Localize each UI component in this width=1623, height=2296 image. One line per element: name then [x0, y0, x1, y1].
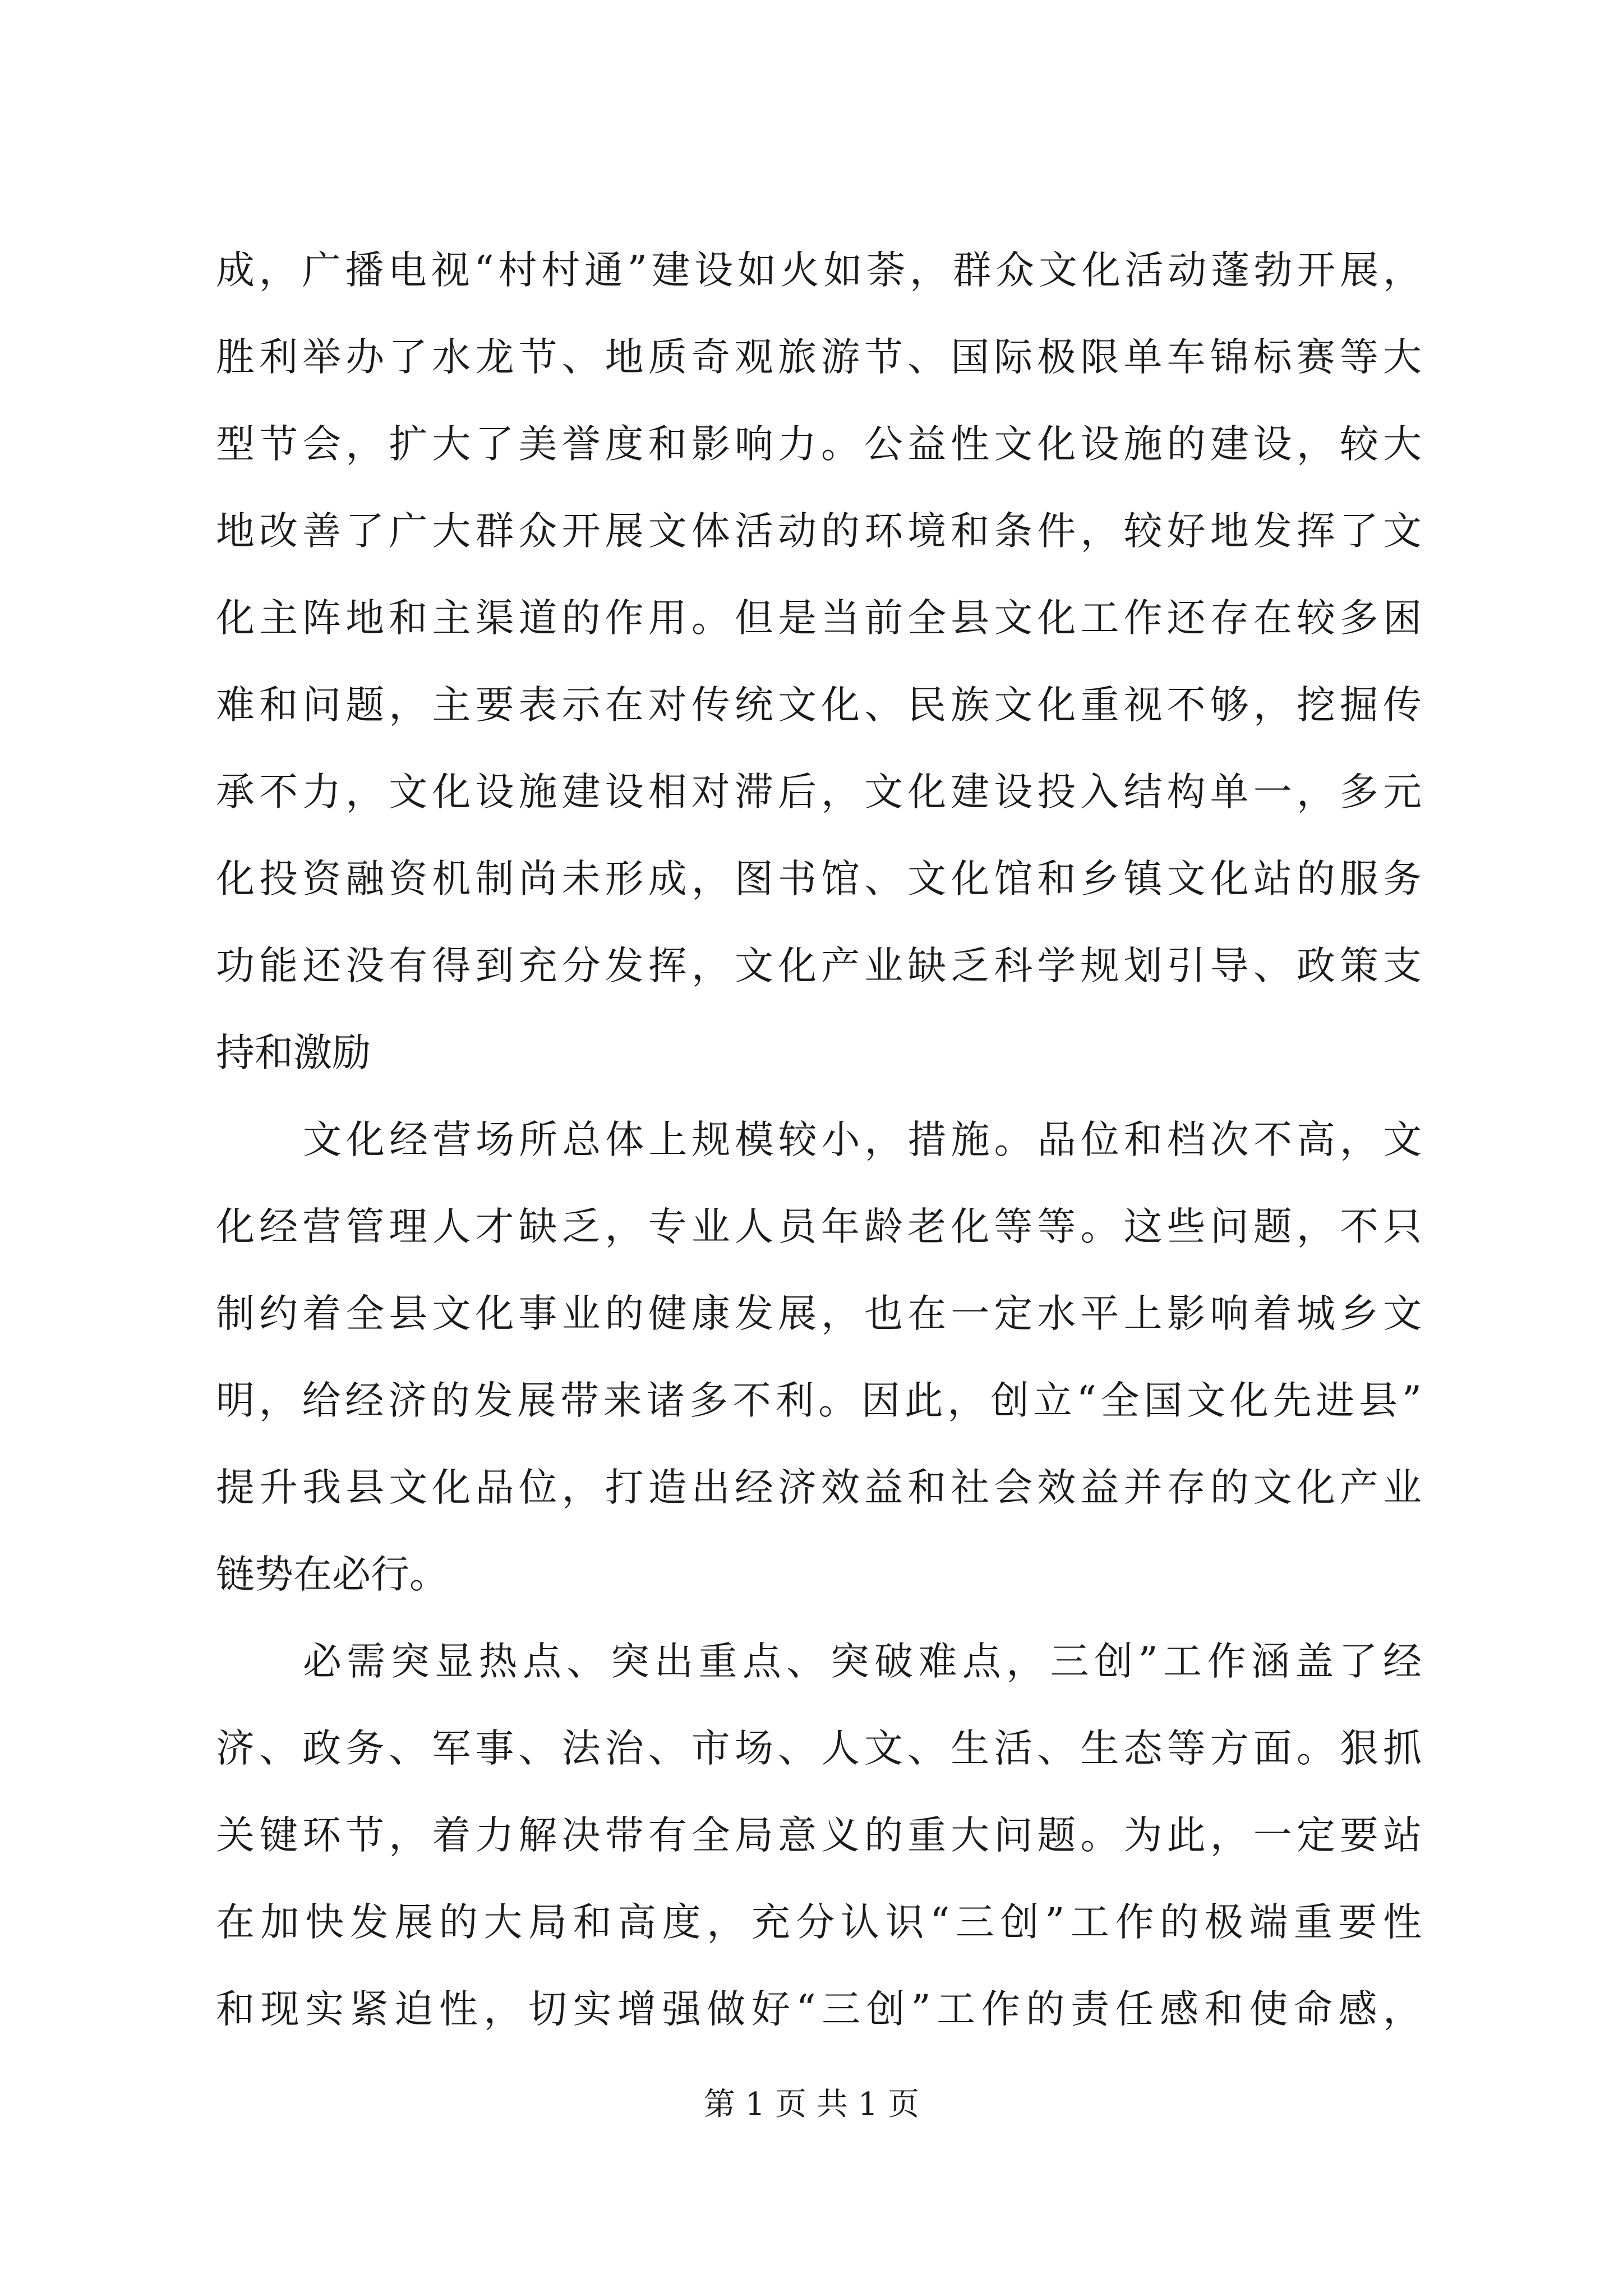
text-line: 化主阵地和主渠道的作用。但是当前全县文化工作还存在较多困 — [216, 596, 1422, 641]
text-line: 提升我县文化品位，打造出经济效益和社会效益并存的文化产业 — [216, 1465, 1422, 1510]
text-line: 在加快发展的大局和高度，充分认识“三创”工作的极端重要性 — [216, 1900, 1422, 1945]
text-line: 链势在必行。 — [216, 1552, 448, 1597]
text-line: 文化经营场所总体上规模较小，措施。品位和档次不高，文 — [303, 1117, 1422, 1162]
text-line: 济、政务、军事、法治、市场、人文、生活、生态等方面。狠抓 — [216, 1726, 1422, 1771]
text-line: 明，给经济的发展带来诸多不利。因此，创立“全国文化先进县” — [216, 1378, 1422, 1423]
document-body — [216, 227, 1422, 2053]
text-line: 成，广播电视“村村通”建设如火如荼，群众文化活动蓬勃开展， — [216, 248, 1422, 293]
paragraph-1 — [216, 227, 1422, 1097]
text-line: 必需突显热点、突出重点、突破难点，三创”工作涵盖了经 — [303, 1639, 1422, 1684]
page-footer — [0, 2082, 1623, 2127]
text-line: 化投资融资机制尚未形成，图书馆、文化馆和乡镇文化站的服务 — [216, 857, 1422, 901]
text-line: 持和激励 — [216, 1030, 371, 1075]
text-line: 制约着全县文化事业的健康发展，也在一定水平上影响着城乡文 — [216, 1291, 1422, 1336]
paragraph-3 — [216, 1618, 1422, 2053]
text-line: 难和问题，主要表示在对传统文化、民族文化重视不够，挖掘传 — [216, 683, 1422, 728]
text-line: 地改善了广大群众开展文体活动的环境和条件，较好地发挥了文 — [216, 509, 1422, 554]
text-line: 和现实紧迫性，切实增强做好“三创”工作的责任感和使命感， — [216, 1987, 1422, 2032]
text-line: 化经营管理人才缺乏，专业人员年龄老化等等。这些问题，不只 — [216, 1204, 1422, 1249]
text-line: 功能还没有得到充分发挥，文化产业缺乏科学规划引导、政策支 — [216, 944, 1422, 988]
text-line: 胜利举办了水龙节、地质奇观旅游节、国际极限单车锦标赛等大 — [216, 335, 1422, 380]
text-line: 型节会，扩大了美誉度和影响力。公益性文化设施的建设，较大 — [216, 422, 1422, 467]
page-number: 第 1 页 共 1 页 — [703, 2086, 920, 2123]
text-line: 关键环节，着力解决带有全局意义的重大问题。为此，一定要站 — [216, 1813, 1422, 1858]
text-line: 承不力，文化设施建设相对滞后，文化建设投入结构单一，多元 — [216, 770, 1422, 815]
paragraph-2 — [216, 1097, 1422, 1618]
